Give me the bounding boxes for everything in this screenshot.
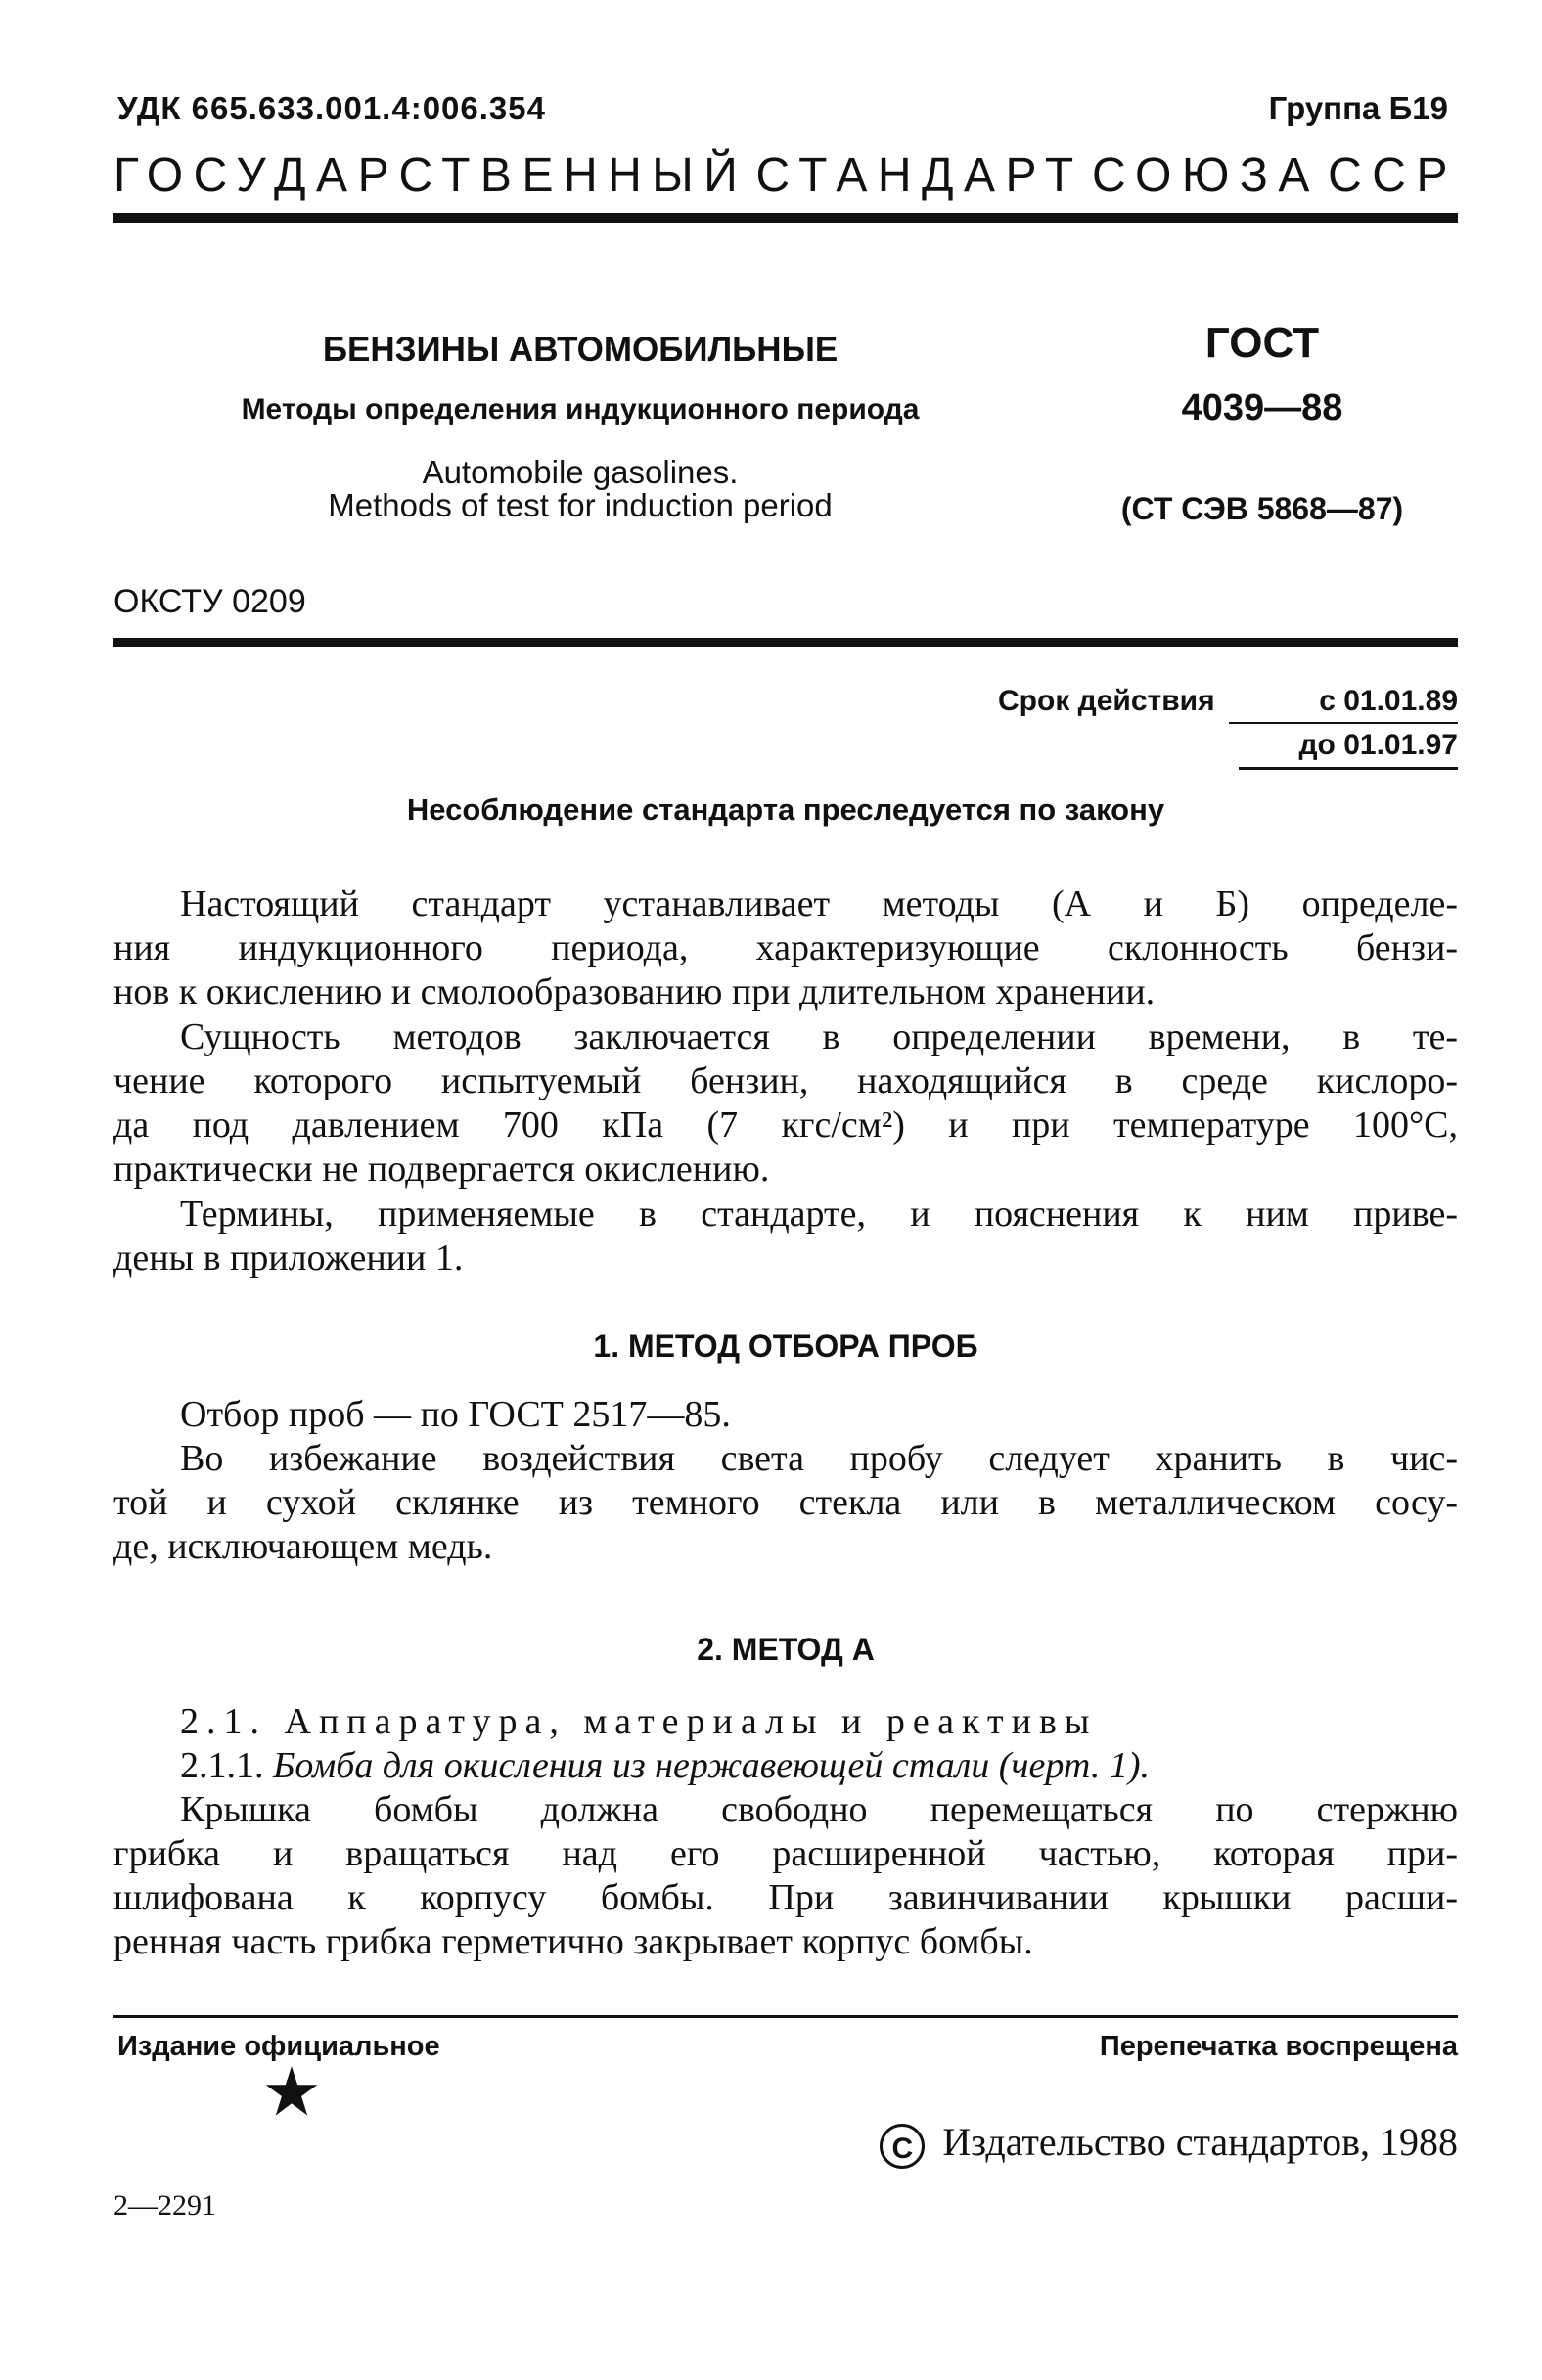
- publisher-name: Издательство стандартов, 1988: [942, 2120, 1458, 2164]
- print-code: 2—2291: [113, 2189, 216, 2222]
- cmea-standard-number: (СТ СЭВ 5868—87): [1120, 491, 1404, 526]
- text-line: Во избежание воздействия света пробу следует хранить в чис-: [180, 1438, 1458, 1479]
- state-title-word: СТАНДАРТ: [755, 150, 1084, 202]
- text-line: грибка и вращаться над его расширенной частью, которая при-: [113, 1833, 1458, 1874]
- valid-to-date: до 01.01.97: [1298, 729, 1458, 761]
- text-line: Настоящий стандарт устанавливает методы (А и Б) определе-: [180, 883, 1458, 924]
- text-line: Отбор проб — по ГОСТ 2517—85.: [180, 1394, 731, 1435]
- group-code: Группа Б19: [1268, 90, 1448, 126]
- validity-rule: [1239, 767, 1458, 770]
- text-line: Термины, применяемые в стандарте, и пояснения к ним приве-: [180, 1193, 1458, 1235]
- text-line: шлифована к корпусу бомбы. При завинчивании крышки расши-: [113, 1877, 1458, 1918]
- state-title-word: ССР: [1328, 150, 1458, 202]
- subsection-number: 2.1.1.: [180, 1745, 264, 1786]
- text-line: ренная часть грибка герметично закрывает корпус бомбы.: [113, 1921, 1033, 1962]
- state-standard-title: [113, 149, 1458, 202]
- document-title: БЕНЗИНЫ АВТОМОБИЛЬНЫЕ: [322, 331, 839, 369]
- validity-rule: [1229, 722, 1458, 724]
- gost-number: 4039—88: [1181, 387, 1343, 428]
- intro-paragraph-1: [113, 882, 1458, 1014]
- validity-label: Срок действия: [998, 685, 1215, 717]
- footer-divider: [113, 2015, 1458, 2018]
- star-icon: [264, 2064, 319, 2119]
- section-2-paragraph: [113, 1788, 1458, 1964]
- subsection-italic-title: Бомба для окисления из нержавеющей стали (черт. 1).: [273, 1745, 1150, 1786]
- text-line: де, исключающем медь.: [113, 1526, 493, 1567]
- header-divider: [113, 213, 1458, 223]
- text-line: да под давлением 700 кПа (7 кгс/см²) и при температуре 100°С,: [113, 1104, 1458, 1145]
- valid-from-date: с 01.01.89: [1319, 685, 1458, 717]
- legal-warning: Несоблюдение стандарта преследуется по закону: [406, 792, 1165, 827]
- section-1-paragraph-1: [113, 1393, 1458, 1437]
- subsection-title: 2.1. Аппаратура, материалы и реактивы: [180, 1701, 1098, 1742]
- state-title-word: СОЮЗА: [1091, 150, 1320, 202]
- intro-paragraph-3: [113, 1192, 1458, 1280]
- document-subtitle: Методы определения индукционного периода: [241, 393, 920, 426]
- subsection-2-1: [113, 1700, 1458, 1744]
- intro-paragraph-2: [113, 1015, 1458, 1191]
- reprint-prohibited-label: Перепечатка воспрещена: [1099, 2031, 1458, 2062]
- udk-code: УДК 665.633.001.4:006.354: [117, 90, 546, 126]
- text-line: практически не подвергается окислению.: [113, 1148, 770, 1190]
- section-2-heading: 2. МЕТОД А: [697, 1632, 875, 1667]
- section-1-paragraph-2: [113, 1437, 1458, 1569]
- text-line: той и сухой склянке из темного стекла или в металлическом сосу-: [113, 1482, 1458, 1523]
- text-line: Крышка бомбы должна свободно перемещаться по стержню: [180, 1789, 1458, 1830]
- official-edition-label: Издание официальное: [117, 2031, 440, 2062]
- text-line: [113, 1744, 1458, 1788]
- text-line: чение которого испытуемый бензин, находящийся в среде кислоро-: [113, 1060, 1458, 1101]
- gost-label: ГОСТ: [1204, 319, 1320, 367]
- text-line: ния индукционного периода, характеризующие склонность бензи-: [113, 927, 1458, 968]
- okstu-code: ОКСТУ 0209: [113, 583, 306, 620]
- text-line: нов к окислению и смолообразованию при длительном хранении.: [113, 971, 1156, 1012]
- english-title-line2: Methods of test for induction period: [328, 487, 833, 523]
- publisher-copyright: [763, 2119, 1458, 2169]
- section-1-heading: 1. МЕТОД ОТБОРА ПРОБ: [593, 1328, 978, 1364]
- subsection-2-1-1: [113, 1744, 1458, 1788]
- title-divider: [113, 638, 1458, 647]
- text-line: дены в приложении 1.: [113, 1237, 464, 1279]
- copyright-icon: C: [880, 2124, 925, 2169]
- state-title-word: ГОСУДАРСТВЕННЫЙ: [113, 150, 748, 202]
- english-title-line1: Automobile gasolines.: [422, 454, 739, 490]
- text-line: Сущность методов заключается в определении времени, в те-: [180, 1016, 1458, 1057]
